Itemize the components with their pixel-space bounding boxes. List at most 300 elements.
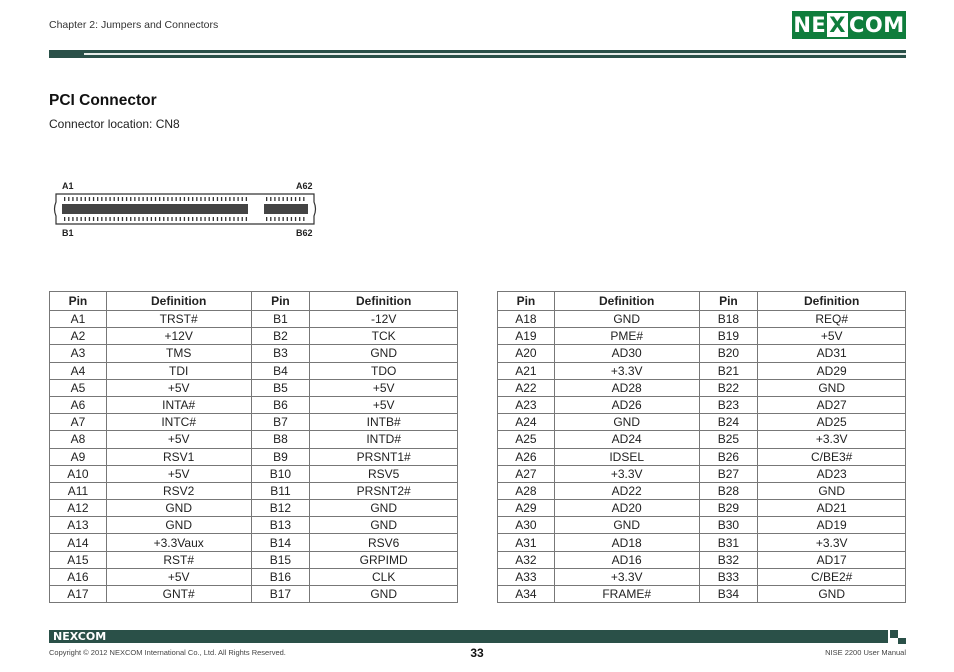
definition-cell: GND [310, 345, 458, 362]
table-row [498, 345, 906, 362]
table-row [50, 379, 458, 396]
column-header: Pin [50, 292, 107, 311]
connector-pin [81, 197, 82, 201]
connector-pin [221, 217, 222, 221]
definition-cell: AD18 [554, 534, 699, 551]
connector-pin [167, 197, 168, 201]
column-header: Definition [106, 292, 251, 311]
connector-pin [122, 217, 123, 221]
pin-cell: A5 [50, 379, 107, 396]
connector-pin [246, 217, 247, 221]
definition-cell: AD28 [554, 379, 699, 396]
connector-pin [109, 217, 110, 221]
table-row [50, 500, 458, 517]
connector-pin [225, 217, 226, 221]
table-row [498, 379, 906, 396]
definition-cell: AD24 [554, 431, 699, 448]
table-row [498, 517, 906, 534]
column-header: Definition [554, 292, 699, 311]
pin-cell: B28 [699, 482, 758, 499]
definition-cell: GND [758, 379, 906, 396]
pin-cell: A11 [50, 482, 107, 499]
definition-cell: AD21 [758, 500, 906, 517]
definition-cell: RSV1 [106, 448, 251, 465]
connector-pin [68, 197, 69, 201]
pin-cell: B8 [251, 431, 310, 448]
pin-cell: B24 [699, 414, 758, 431]
definition-cell: GND [554, 414, 699, 431]
connector-pin [209, 217, 210, 221]
definition-cell: C/BE2# [758, 568, 906, 585]
connector-pin [81, 217, 82, 221]
definition-cell: AD30 [554, 345, 699, 362]
definition-cell: +5V [310, 396, 458, 413]
table-row [50, 482, 458, 499]
connector-pin [303, 197, 304, 201]
connector-pin [225, 197, 226, 201]
connector-pin [89, 197, 90, 201]
definition-cell: GND [310, 517, 458, 534]
definition-cell: -12V [310, 311, 458, 328]
pin-cell: A7 [50, 414, 107, 431]
definition-cell: C/BE3# [758, 448, 906, 465]
table-row [498, 396, 906, 413]
connector-pin [242, 197, 243, 201]
table-row [498, 551, 906, 568]
connector-pin [72, 217, 73, 221]
connector-pin [151, 197, 152, 201]
connector-pin [295, 197, 296, 201]
pin-cell: A31 [498, 534, 555, 551]
copyright: Copyright © 2012 NEXCOM International Co., Ltd. All Rights Reserved. [49, 648, 286, 657]
pin-cell: A20 [498, 345, 555, 362]
table-row [50, 534, 458, 551]
connector-pin [209, 197, 210, 201]
footer-logo: NEXCOM [53, 630, 107, 643]
connector-pin [142, 217, 143, 221]
connector-pin [192, 197, 193, 201]
pin-cell: A29 [498, 500, 555, 517]
definition-cell: GND [106, 500, 251, 517]
definition-cell: GRPIMD [310, 551, 458, 568]
pin-cell: A19 [498, 328, 555, 345]
table-row [50, 414, 458, 431]
pin-cell: A22 [498, 379, 555, 396]
connector-pin [176, 197, 177, 201]
footer-square-icon [898, 638, 906, 644]
connector-pin [299, 197, 300, 201]
pin-cell: A30 [498, 517, 555, 534]
connector-pin [283, 197, 284, 201]
connector-pin [109, 197, 110, 201]
pin-table-left [49, 291, 458, 603]
pin-cell: B27 [699, 465, 758, 482]
definition-cell: AD26 [554, 396, 699, 413]
connector-pin [184, 217, 185, 221]
definition-cell: GND [106, 517, 251, 534]
definition-cell: TMS [106, 345, 251, 362]
pin-cell: A15 [50, 551, 107, 568]
pin-label-a62: A62 [296, 181, 313, 191]
pin-cell: A10 [50, 465, 107, 482]
connector-pin [196, 197, 197, 201]
pin-cell: A32 [498, 551, 555, 568]
definition-cell: CLK [310, 568, 458, 585]
connector-pin [64, 197, 65, 201]
pin-cell: A2 [50, 328, 107, 345]
pin-cell: B6 [251, 396, 310, 413]
connector-pin [93, 217, 94, 221]
definition-cell: +3.3V [758, 534, 906, 551]
connector-pin [163, 197, 164, 201]
pin-cell: A21 [498, 362, 555, 379]
definition-cell: +3.3V [554, 568, 699, 585]
pin-cell: A34 [498, 586, 555, 603]
column-header: Pin [699, 292, 758, 311]
definition-cell: +5V [106, 379, 251, 396]
pin-cell: A26 [498, 448, 555, 465]
connector-pin [105, 197, 106, 201]
connector-pin [89, 217, 90, 221]
pin-label-b62: B62 [296, 228, 313, 238]
connector-pin [213, 197, 214, 201]
pin-cell: B12 [251, 500, 310, 517]
pin-cell: A13 [50, 517, 107, 534]
pin-cell: B26 [699, 448, 758, 465]
connector-pin [64, 217, 65, 221]
connector-pin [283, 217, 284, 221]
connector-pin [184, 197, 185, 201]
table-row [50, 465, 458, 482]
pin-cell: A33 [498, 568, 555, 585]
pin-cell: A18 [498, 311, 555, 328]
pin-cell: B33 [699, 568, 758, 585]
connector-location: Connector location: CN8 [49, 117, 180, 131]
column-header: Definition [310, 292, 458, 311]
table-row [498, 431, 906, 448]
definition-cell: +5V [106, 568, 251, 585]
definition-cell: GNT# [106, 586, 251, 603]
connector-pin [217, 217, 218, 221]
header-rule-highlight [84, 53, 906, 55]
definition-cell: +3.3V [554, 362, 699, 379]
connector-pin [200, 217, 201, 221]
pin-cell: B5 [251, 379, 310, 396]
manual-name: NISE 2200 User Manual [825, 648, 906, 657]
pin-cell: B32 [699, 551, 758, 568]
definition-cell: +3.3V [758, 431, 906, 448]
definition-cell: AD31 [758, 345, 906, 362]
definition-cell: TDO [310, 362, 458, 379]
definition-cell: TRST# [106, 311, 251, 328]
definition-cell: INTD# [310, 431, 458, 448]
connector-pin [118, 217, 119, 221]
connector-pin [159, 217, 160, 221]
pin-cell: B3 [251, 345, 310, 362]
definition-cell: GND [758, 482, 906, 499]
definition-cell: REQ# [758, 311, 906, 328]
pin-cell: B4 [251, 362, 310, 379]
connector-pin [85, 197, 86, 201]
connector-pin [278, 197, 279, 201]
definition-cell: RST# [106, 551, 251, 568]
pin-cell: B16 [251, 568, 310, 585]
connector-pin [291, 217, 292, 221]
pin-cell: B20 [699, 345, 758, 362]
definition-cell: TCK [310, 328, 458, 345]
connector-pin [278, 217, 279, 221]
table-row [50, 396, 458, 413]
pin-cell: A8 [50, 431, 107, 448]
table-row [498, 568, 906, 585]
connector-pin [155, 197, 156, 201]
definition-cell: AD22 [554, 482, 699, 499]
connector-pin [237, 197, 238, 201]
pin-cell: B29 [699, 500, 758, 517]
pin-cell: A9 [50, 448, 107, 465]
table-row [498, 414, 906, 431]
connector-pin [303, 217, 304, 221]
definition-cell: TDI [106, 362, 251, 379]
connector-pin [130, 217, 131, 221]
definition-cell: INTB# [310, 414, 458, 431]
definition-cell: GND [758, 586, 906, 603]
definition-cell: GND [554, 311, 699, 328]
connector-pin [171, 197, 172, 201]
definition-cell: RSV5 [310, 465, 458, 482]
definition-cell: PRSNT2# [310, 482, 458, 499]
pin-cell: B30 [699, 517, 758, 534]
definition-cell: +5V [758, 328, 906, 345]
connector-pin [266, 217, 267, 221]
table-row [498, 534, 906, 551]
connector-pin [105, 217, 106, 221]
pin-cell: A27 [498, 465, 555, 482]
pin-cell: A24 [498, 414, 555, 431]
definition-cell: IDSEL [554, 448, 699, 465]
pin-cell: B7 [251, 414, 310, 431]
connector-pin [126, 197, 127, 201]
pin-cell: B1 [251, 311, 310, 328]
connector-pin [291, 197, 292, 201]
definition-cell: AD16 [554, 551, 699, 568]
connector-pin [213, 217, 214, 221]
definition-cell: AD27 [758, 396, 906, 413]
table-row [50, 586, 458, 603]
connector-pin [114, 197, 115, 201]
pin-cell: B2 [251, 328, 310, 345]
definition-cell: GND [554, 517, 699, 534]
pin-label-b1: B1 [62, 228, 74, 238]
table-row [50, 568, 458, 585]
table-row [50, 551, 458, 568]
pin-cell: B18 [699, 311, 758, 328]
connector-pin [97, 197, 98, 201]
nexcom-logo: NE X COM [793, 13, 905, 37]
definition-cell: AD19 [758, 517, 906, 534]
footer-bar [49, 630, 888, 643]
pin-cell: A16 [50, 568, 107, 585]
connector-pin [192, 217, 193, 221]
chapter-title: Chapter 2: Jumpers and Connectors [49, 19, 219, 31]
header-rule-accent [49, 50, 84, 58]
definition-cell: +3.3V [554, 465, 699, 482]
connector-pin [229, 217, 230, 221]
definition-cell: INTC# [106, 414, 251, 431]
definition-cell: AD23 [758, 465, 906, 482]
definition-cell: GND [310, 500, 458, 517]
connector-pin [130, 197, 131, 201]
table-row [498, 465, 906, 482]
connector-pin [151, 217, 152, 221]
pin-cell: A1 [50, 311, 107, 328]
connector-pin [287, 217, 288, 221]
connector-pin [114, 217, 115, 221]
pin-cell: B19 [699, 328, 758, 345]
pin-table-right [497, 291, 906, 603]
column-header: Pin [251, 292, 310, 311]
connector-pin [274, 217, 275, 221]
pin-cell: A23 [498, 396, 555, 413]
connector-pin [221, 197, 222, 201]
table-row [50, 517, 458, 534]
connector-pin [147, 217, 148, 221]
connector-pin [147, 197, 148, 201]
pin-cell: B9 [251, 448, 310, 465]
connector-pin [196, 217, 197, 221]
connector-pin [68, 217, 69, 221]
connector-pin [76, 197, 77, 201]
connector-pin [233, 197, 234, 201]
definition-cell: +3.3Vaux [106, 534, 251, 551]
connector-pin [97, 217, 98, 221]
connector-pin [101, 197, 102, 201]
definition-cell: +5V [310, 379, 458, 396]
connector-pin [163, 217, 164, 221]
section-title: PCI Connector [49, 92, 157, 109]
connector-pin [242, 217, 243, 221]
connector-pin [188, 217, 189, 221]
connector-pin [274, 197, 275, 201]
connector-pin [270, 217, 271, 221]
table-row [498, 448, 906, 465]
pin-cell: B11 [251, 482, 310, 499]
connector-pin [134, 217, 135, 221]
connector-pin [101, 217, 102, 221]
pin-cell: B17 [251, 586, 310, 603]
connector-pin [188, 197, 189, 201]
connector-pin [142, 197, 143, 201]
definition-cell: AD20 [554, 500, 699, 517]
page-number: 33 [470, 646, 484, 660]
pin-cell: B34 [699, 586, 758, 603]
pin-cell: B25 [699, 431, 758, 448]
definition-cell: AD29 [758, 362, 906, 379]
connector-pin [200, 197, 201, 201]
connector-pin [171, 217, 172, 221]
connector-pin [134, 197, 135, 201]
connector-pin [122, 197, 123, 201]
pin-cell: A14 [50, 534, 107, 551]
pin-cell: B14 [251, 534, 310, 551]
definition-cell: +5V [106, 431, 251, 448]
table-row [50, 311, 458, 328]
connector-pin [138, 197, 139, 201]
connector-pin [155, 217, 156, 221]
connector-pin [246, 197, 247, 201]
connector-pin [76, 217, 77, 221]
connector-pin [237, 217, 238, 221]
pin-cell: B22 [699, 379, 758, 396]
connector-pin [229, 197, 230, 201]
connector-pin [176, 217, 177, 221]
pin-cell: A4 [50, 362, 107, 379]
column-header: Pin [498, 292, 555, 311]
connector-pin [167, 217, 168, 221]
footer-square-icon [890, 630, 898, 638]
pin-label-a1: A1 [62, 181, 74, 191]
definition-cell: GND [310, 586, 458, 603]
pin-cell: B23 [699, 396, 758, 413]
connector-pin [118, 197, 119, 201]
connector-pin [295, 217, 296, 221]
definition-cell: +12V [106, 328, 251, 345]
definition-cell: INTA# [106, 396, 251, 413]
connector-pin [72, 197, 73, 201]
connector-pin [180, 217, 181, 221]
pin-cell: A28 [498, 482, 555, 499]
definition-cell: PME# [554, 328, 699, 345]
pin-cell: B10 [251, 465, 310, 482]
connector-pin [204, 217, 205, 221]
definition-cell: +5V [106, 465, 251, 482]
table-row [50, 328, 458, 345]
definition-cell: PRSNT1# [310, 448, 458, 465]
table-row [498, 586, 906, 603]
pin-cell: A6 [50, 396, 107, 413]
column-header: Definition [758, 292, 906, 311]
definition-cell: RSV2 [106, 482, 251, 499]
connector-pin [180, 197, 181, 201]
connector-pin [93, 197, 94, 201]
pin-cell: B15 [251, 551, 310, 568]
connector-pin [266, 197, 267, 201]
pin-cell: A3 [50, 345, 107, 362]
connector-pin [287, 197, 288, 201]
pci-connector-diagram [52, 190, 318, 228]
connector-pin [159, 197, 160, 201]
pin-cell: B21 [699, 362, 758, 379]
pin-cell: A25 [498, 431, 555, 448]
pin-cell: B13 [251, 517, 310, 534]
connector-pin [126, 217, 127, 221]
connector-pin [217, 197, 218, 201]
table-row [50, 345, 458, 362]
definition-cell: FRAME# [554, 586, 699, 603]
connector-pin [138, 217, 139, 221]
table-row [498, 362, 906, 379]
table-row [498, 311, 906, 328]
table-row [50, 448, 458, 465]
table-row [50, 431, 458, 448]
connector-pin [85, 217, 86, 221]
pin-cell: B31 [699, 534, 758, 551]
definition-cell: AD17 [758, 551, 906, 568]
table-row [498, 482, 906, 499]
table-row [50, 362, 458, 379]
connector-pin [299, 217, 300, 221]
pin-cell: A12 [50, 500, 107, 517]
